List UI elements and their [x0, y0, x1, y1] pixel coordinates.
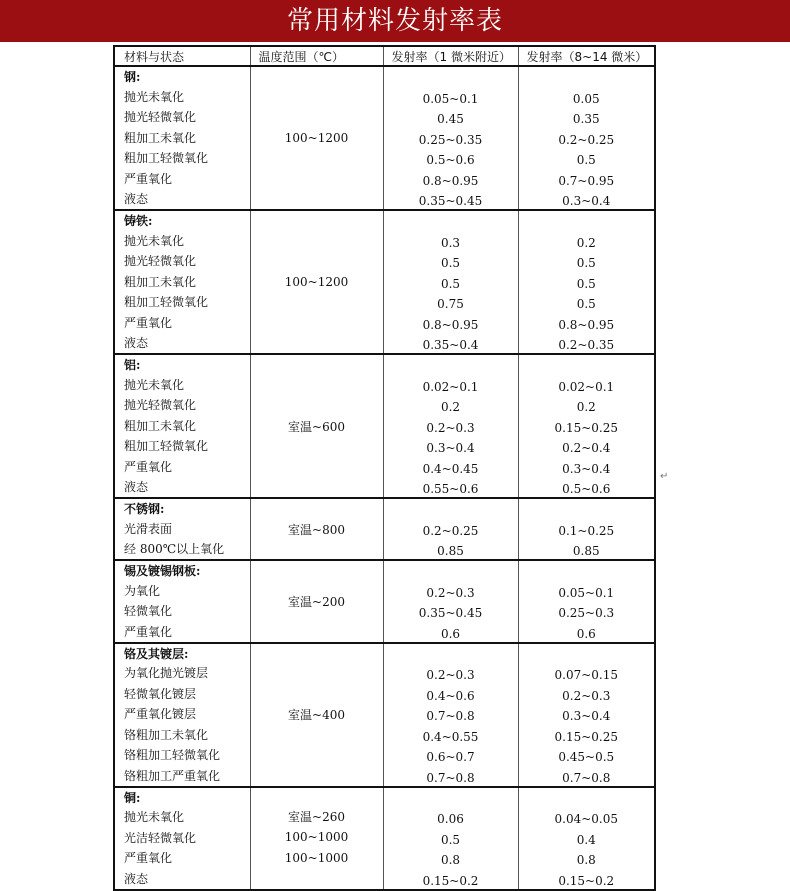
table-row	[114, 621, 655, 643]
material-state: 铬粗加工严重氧化	[114, 765, 250, 787]
emissivity-table	[113, 45, 656, 891]
table-row	[114, 868, 655, 890]
table-row	[114, 765, 655, 787]
material-state: 粗加工轻微氧化	[114, 436, 250, 457]
table-row	[114, 580, 655, 601]
emissivity-1um-value: 0.05~0.1	[383, 86, 518, 107]
material-state: 抛光未氧化	[114, 807, 250, 828]
emissivity-8-14um-value: 0.04~0.05	[518, 807, 655, 828]
table-row	[114, 827, 655, 848]
table-row	[114, 704, 655, 725]
emissivity-8-14um-value: 0.05~0.1	[518, 580, 655, 601]
page-title: 常用材料发射率表	[0, 0, 790, 42]
temperature-range: 室温~800	[250, 498, 383, 560]
emissivity-8-14um-cell	[518, 498, 655, 518]
material-group-row	[114, 498, 655, 518]
emissivity-1um-value: 0.7~0.8	[383, 765, 518, 787]
emissivity-1um-value: 0.7~0.8	[383, 704, 518, 725]
material-state: 液态	[114, 333, 250, 355]
material-group-row	[114, 787, 655, 807]
material-state: 粗加工轻微氧化	[114, 148, 250, 169]
emissivity-1um-value: 0.45	[383, 107, 518, 128]
emissivity-1um-value: 0.5	[383, 827, 518, 848]
table-row	[114, 456, 655, 477]
temperature-range: 100~1200	[250, 66, 383, 210]
emissivity-1um-value: 0.2	[383, 395, 518, 416]
emissivity-8-14um-value: 0.5	[518, 251, 655, 272]
material-name: 不锈钢:	[114, 498, 250, 518]
material-state: 严重氧化	[114, 456, 250, 477]
table-row	[114, 312, 655, 333]
emissivity-8-14um-cell	[518, 210, 655, 230]
emissivity-1um-value: 0.3~0.4	[383, 436, 518, 457]
emissivity-8-14um-value: 0.3~0.4	[518, 189, 655, 211]
material-state: 铬粗加工轻微氧化	[114, 745, 250, 766]
emissivity-1um-value: 0.6	[383, 621, 518, 643]
material-name: 铸铁:	[114, 210, 250, 230]
material-state: 为氧化	[114, 580, 250, 601]
emissivity-8-14um-value: 0.5	[518, 148, 655, 169]
emissivity-8-14um-value: 0.1~0.25	[518, 518, 655, 539]
emissivity-8-14um-value: 0.2	[518, 395, 655, 416]
emissivity-8-14um-value: 0.15~0.25	[518, 724, 655, 745]
material-state: 严重氧化	[114, 848, 250, 869]
emissivity-8-14um-value: 0.25~0.3	[518, 601, 655, 622]
emissivity-8-14um-value: 0.2~0.25	[518, 127, 655, 148]
emissivity-8-14um-cell	[518, 354, 655, 374]
table-row	[114, 539, 655, 561]
temperature-range: 室温~200	[250, 560, 383, 643]
material-state: 抛光轻微氧化	[114, 395, 250, 416]
material-state: 光滑表面	[114, 518, 250, 539]
temperature-range	[250, 868, 383, 890]
material-state: 经 800℃以上氧化	[114, 539, 250, 561]
emissivity-1um-value: 0.4~0.6	[383, 683, 518, 704]
header-emissivity-1um: 发射率（1 微米附近）	[383, 46, 518, 66]
material-state: 严重氧化镀层	[114, 704, 250, 725]
emissivity-8-14um-value: 0.02~0.1	[518, 374, 655, 395]
table-row	[114, 292, 655, 313]
temperature-range: 100~1200	[250, 210, 383, 354]
emissivity-8-14um-value: 0.4	[518, 827, 655, 848]
temperature-range: 100~1000	[250, 848, 383, 869]
temperature-range: 室温~400	[250, 643, 383, 787]
emissivity-8-14um-cell	[518, 66, 655, 86]
temperature-range: 100~1000	[250, 827, 383, 848]
emissivity-1um-value: 0.8~0.95	[383, 168, 518, 189]
material-state: 液态	[114, 189, 250, 211]
temperature-range: 室温~260	[250, 807, 383, 828]
table-row	[114, 745, 655, 766]
table-row	[114, 807, 655, 828]
table-row	[114, 415, 655, 436]
table-header-row	[114, 46, 655, 66]
temperature-range: 室温~600	[250, 354, 383, 498]
table-row	[114, 724, 655, 745]
material-name: 铬及其镀层:	[114, 643, 250, 663]
material-state: 粗加工未氧化	[114, 271, 250, 292]
emissivity-8-14um-value: 0.8	[518, 848, 655, 869]
temperature-range	[250, 787, 383, 807]
emissivity-1um-value: 0.55~0.6	[383, 477, 518, 499]
emissivity-1um-value: 0.8	[383, 848, 518, 869]
emissivity-8-14um-value: 0.2~0.4	[518, 436, 655, 457]
table-row	[114, 230, 655, 251]
material-state: 铬粗加工未氧化	[114, 724, 250, 745]
material-state: 光洁轻微氧化	[114, 827, 250, 848]
material-name: 锡及镀锡钢板:	[114, 560, 250, 580]
material-group-row	[114, 643, 655, 663]
emissivity-1um-cell	[383, 210, 518, 230]
emissivity-1um-value: 0.2~0.3	[383, 415, 518, 436]
material-state: 严重氧化	[114, 312, 250, 333]
emissivity-1um-value: 0.35~0.4	[383, 333, 518, 355]
emissivity-1um-value: 0.2~0.3	[383, 663, 518, 684]
emissivity-8-14um-value: 0.5	[518, 271, 655, 292]
material-state: 粗加工轻微氧化	[114, 292, 250, 313]
emissivity-8-14um-value: 0.15~0.2	[518, 868, 655, 890]
table-row	[114, 107, 655, 128]
table-row	[114, 333, 655, 355]
material-state: 抛光未氧化	[114, 230, 250, 251]
emissivity-1um-value: 0.4~0.55	[383, 724, 518, 745]
material-group-row	[114, 560, 655, 580]
material-group-row	[114, 210, 655, 230]
emissivity-1um-value: 0.3	[383, 230, 518, 251]
material-state: 严重氧化	[114, 621, 250, 643]
table-row	[114, 683, 655, 704]
emissivity-1um-cell	[383, 787, 518, 807]
emissivity-1um-value: 0.4~0.45	[383, 456, 518, 477]
table-row	[114, 86, 655, 107]
material-state: 轻微氧化镀层	[114, 683, 250, 704]
emissivity-8-14um-value: 0.05	[518, 86, 655, 107]
material-state: 抛光未氧化	[114, 374, 250, 395]
emissivity-8-14um-value: 0.3~0.4	[518, 704, 655, 725]
emissivity-8-14um-value: 0.2~0.3	[518, 683, 655, 704]
emissivity-1um-value: 0.75	[383, 292, 518, 313]
material-group-row	[114, 66, 655, 86]
material-state: 严重氧化	[114, 168, 250, 189]
header-material-state: 材料与状态	[114, 46, 250, 66]
table-row	[114, 663, 655, 684]
table-row	[114, 189, 655, 211]
emissivity-1um-value: 0.5	[383, 251, 518, 272]
table-row	[114, 848, 655, 869]
emissivity-1um-value: 0.5	[383, 271, 518, 292]
emissivity-1um-value: 0.06	[383, 807, 518, 828]
material-group-row	[114, 354, 655, 374]
material-state: 轻微氧化	[114, 601, 250, 622]
emissivity-8-14um-value: 0.15~0.25	[518, 415, 655, 436]
material-state: 粗加工未氧化	[114, 127, 250, 148]
material-name: 钢:	[114, 66, 250, 86]
emissivity-1um-value: 0.25~0.35	[383, 127, 518, 148]
material-state: 为氧化抛光镀层	[114, 663, 250, 684]
emissivity-8-14um-cell	[518, 560, 655, 580]
paragraph-mark: ↵	[660, 471, 669, 482]
emissivity-1um-cell	[383, 560, 518, 580]
emissivity-1um-cell	[383, 354, 518, 374]
material-name: 铝:	[114, 354, 250, 374]
emissivity-8-14um-value: 0.7~0.95	[518, 168, 655, 189]
emissivity-1um-value: 0.35~0.45	[383, 601, 518, 622]
table-row	[114, 168, 655, 189]
table-row	[114, 395, 655, 416]
emissivity-8-14um-value: 0.35	[518, 107, 655, 128]
emissivity-8-14um-value: 0.7~0.8	[518, 765, 655, 787]
emissivity-8-14um-value: 0.07~0.15	[518, 663, 655, 684]
table-row	[114, 601, 655, 622]
material-state: 抛光未氧化	[114, 86, 250, 107]
emissivity-1um-value: 0.15~0.2	[383, 868, 518, 890]
emissivity-8-14um-value: 0.5~0.6	[518, 477, 655, 499]
emissivity-1um-value: 0.5~0.6	[383, 148, 518, 169]
table-row	[114, 127, 655, 148]
emissivity-1um-value: 0.2~0.25	[383, 518, 518, 539]
material-state: 抛光轻微氧化	[114, 107, 250, 128]
table-row	[114, 477, 655, 499]
emissivity-1um-value: 0.85	[383, 539, 518, 561]
material-state: 液态	[114, 868, 250, 890]
emissivity-8-14um-cell	[518, 787, 655, 807]
emissivity-8-14um-value: 0.8~0.95	[518, 312, 655, 333]
emissivity-8-14um-value: 0.85	[518, 539, 655, 561]
table-row	[114, 436, 655, 457]
emissivity-1um-value: 0.2~0.3	[383, 580, 518, 601]
emissivity-8-14um-value: 0.2	[518, 230, 655, 251]
emissivity-8-14um-value: 0.3~0.4	[518, 456, 655, 477]
emissivity-1um-value: 0.35~0.45	[383, 189, 518, 211]
emissivity-1um-cell	[383, 498, 518, 518]
material-name: 铜:	[114, 787, 250, 807]
header-emissivity-8-14um: 发射率（8~14 微米）	[518, 46, 655, 66]
table-row	[114, 271, 655, 292]
table-row	[114, 251, 655, 272]
emissivity-1um-value: 0.8~0.95	[383, 312, 518, 333]
emissivity-1um-cell	[383, 643, 518, 663]
table-row	[114, 518, 655, 539]
emissivity-8-14um-value: 0.2~0.35	[518, 333, 655, 355]
material-state: 液态	[114, 477, 250, 499]
material-state: 抛光轻微氧化	[114, 251, 250, 272]
table-row	[114, 374, 655, 395]
emissivity-1um-value: 0.6~0.7	[383, 745, 518, 766]
table-row	[114, 148, 655, 169]
emissivity-8-14um-value: 0.6	[518, 621, 655, 643]
emissivity-1um-cell	[383, 66, 518, 86]
header-temperature-range: 温度范围（℃）	[250, 46, 383, 66]
emissivity-1um-value: 0.02~0.1	[383, 374, 518, 395]
emissivity-8-14um-cell	[518, 643, 655, 663]
emissivity-8-14um-value: 0.5	[518, 292, 655, 313]
emissivity-8-14um-value: 0.45~0.5	[518, 745, 655, 766]
material-state: 粗加工未氧化	[114, 415, 250, 436]
